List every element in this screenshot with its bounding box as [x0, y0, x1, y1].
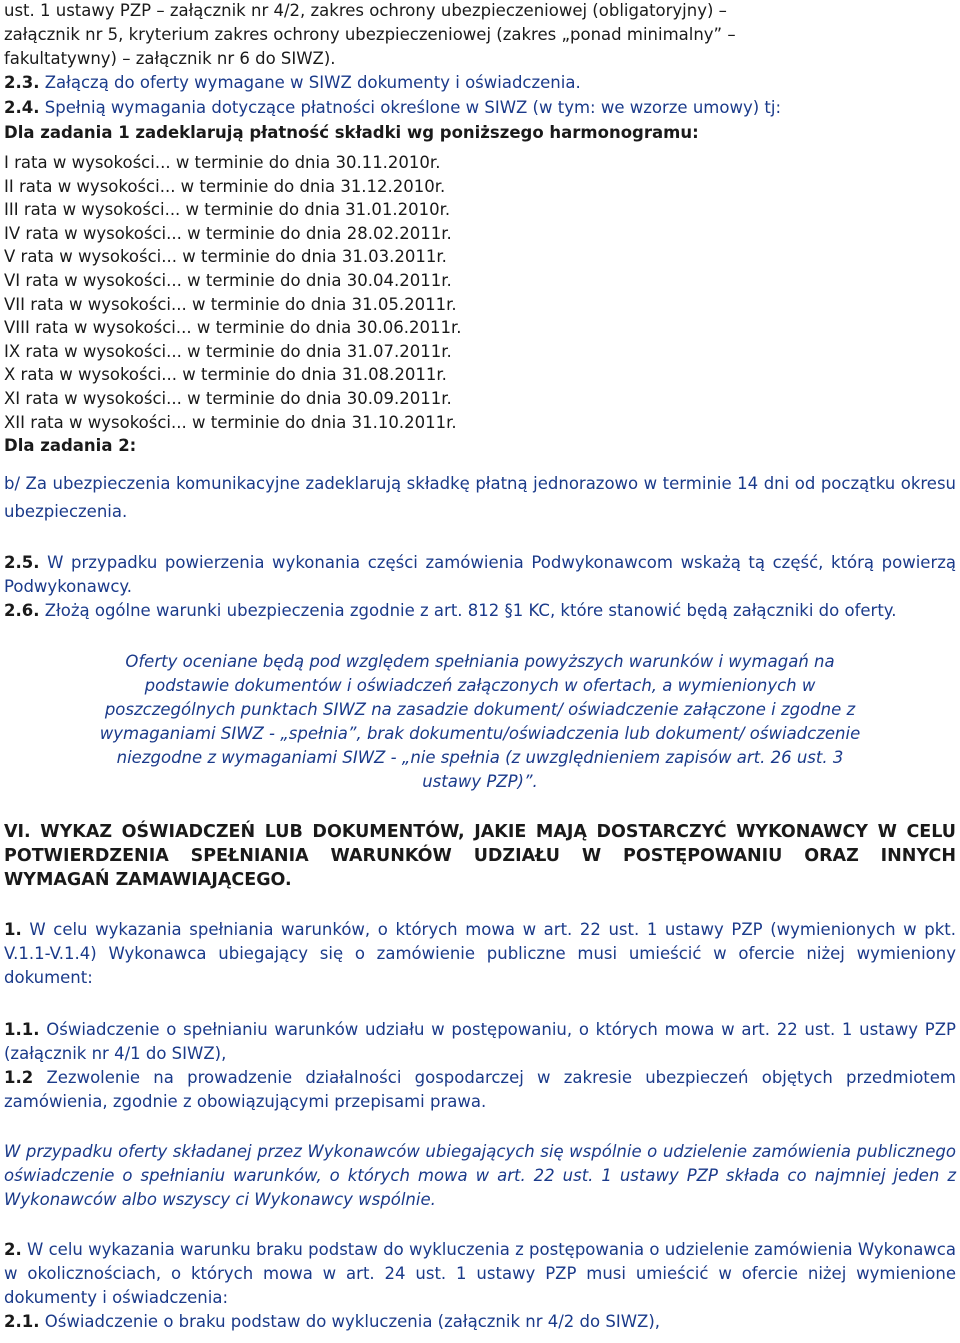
paragraph-text: Zezwolenie na prowadzenie działalności gospodarczej w zakresie ubezpieczeń objętych przedmiotem zamówienia, zgodnie z obowiązującymi przepisami prawa. [4, 1068, 956, 1112]
paragraph-number: 2.3. [4, 73, 40, 92]
paragraph-2-1 [4, 1310, 956, 1334]
rate-item: VII rata w wysokości... w terminie do dnia 31.05.2011r. [4, 294, 457, 314]
section-vi-heading: VI. WYKAZ OŚWIADCZEŃ LUB DOKUMENTÓW, JAKIE MAJĄ DOSTARCZYĆ WYKONAWCY W CELU POTWIERDZENIA SPEŁNIANIA WARUNKÓW UDZIAŁU W POSTĘPOWANIU ORAZ INNYCH WYMAGAŃ ZAMAWIAJĄCEGO. [4, 822, 956, 891]
paragraph-number: 2.5. [4, 553, 40, 573]
intro-continuation [4, 0, 956, 71]
paragraph-2-3 [4, 71, 956, 95]
rate-item: XII rata w wysokości... w terminie do dnia 31.10.2011r. [4, 412, 457, 432]
intro-line-3: fakultatywny) – załącznik nr 6 do SIWZ). [4, 49, 336, 68]
rate-item: III rata w wysokości... w terminie do dnia 31.01.2010r. [4, 200, 451, 220]
rate-item: IX rata w wysokości... w terminie do dnia 31.07.2011r. [4, 341, 452, 361]
evaluation-line: niezgodne z wymaganiami SIWZ - „nie spełnia (z uwzględnieniem zapisów art. 26 ust. 3 [116, 748, 844, 768]
evaluation-line: podstawie dokumentów i oświadczeń załączonych w ofertach, a wymienionych w [144, 676, 816, 696]
paragraph-number: 1.1. [4, 1020, 40, 1040]
paragraph-2-4 [4, 96, 956, 120]
paragraph-1-1 [4, 1018, 956, 1066]
intro-line-2: załącznik nr 5, kryterium zakres ochrony ubezpieczeniowej (zakres „ponad minimalny” – [4, 25, 736, 44]
paragraph-number: 1.2 [4, 1068, 34, 1088]
zadanie-1-heading: Dla zadania 1 zadeklarują płatność składki wg poniższego harmonogramu: [4, 123, 699, 142]
paragraph-number: 1. [4, 920, 22, 940]
evaluation-note [4, 650, 956, 794]
paragraph-2-5 [4, 551, 956, 599]
rate-item: V rata w wysokości... w terminie do dnia 31.03.2011r. [4, 247, 447, 267]
paragraph-number: 2.6. [4, 601, 40, 621]
paragraph-text: W celu wykazania spełniania warunków, o których mowa w art. 22 ust. 1 ustawy PZP (wymienionych w pkt. V.1.1-V.1.4) Wykonawca ubiegający się o zamówienie publiczne musi umieścić w ofercie niżej wymieniony dokument: [4, 920, 956, 988]
rate-item: XI rata w wysokości... w terminie do dnia 30.09.2011r. [4, 388, 452, 408]
paragraph-2 [4, 1238, 956, 1310]
paragraph-number: 2.1. [4, 1312, 40, 1332]
paragraph-text: Oświadczenie o spełnianiu warunków udziału w postępowaniu, o których mowa w art. 22 ust. 1 ustawy PZP (załącznik nr 4/1 do SIWZ), [4, 1020, 956, 1064]
rate-item: II rata w wysokości... w terminie do dnia 31.12.2010r. [4, 176, 446, 196]
intro-line-1: ust. 1 ustawy PZP – załącznik nr 4/2, zakres ochrony ubezpieczeniowej (obligatoryjny) – [4, 1, 727, 20]
paragraph-text: Spełnią wymagania dotyczące płatności określone w SIWZ (w tym: we wzorze umowy) tj: [39, 98, 782, 117]
paragraph-1 [4, 918, 956, 990]
paragraph-text: W celu wykazania warunku braku podstaw do wykluczenia z postępowania o udzielenie zamówienia Wykonawca w okolicznościach, o których mowa w art. 24 ust. 1 ustawy PZP musi umieścić w ofercie niżej wymienione dokumenty i oświadczenia: [4, 1240, 956, 1308]
rate-item: VIII rata w wysokości... w terminie do dnia 30.06.2011r. [4, 318, 462, 338]
paragraph-text: W przypadku powierzenia wykonania części zamówienia Podwykonawcom wskażą tą część, którą powierzą Podwykonawcy. [4, 553, 956, 597]
zadanie-2-heading: Dla zadania 2: [4, 436, 137, 456]
paragraph-text: Złożą ogólne warunki ubezpieczenia zgodnie z art. 812 §1 KC, które stanowić będą załączniki do oferty. [39, 601, 897, 621]
paragraph-2-6 [4, 599, 956, 623]
paragraph-text: Oświadczenie o braku podstaw do wykluczenia (załącznik nr 4/2 do SIWZ), [39, 1312, 661, 1332]
rate-item: VI rata w wysokości... w terminie do dnia 30.04.2011r. [4, 270, 452, 290]
rate-item: X rata w wysokości... w terminie do dnia 31.08.2011r. [4, 365, 447, 385]
paragraph-text: Załączą do oferty wymagane w SIWZ dokumenty i oświadczenia. [39, 73, 581, 92]
evaluation-line: Oferty oceniane będą pod względem spełniania powyższych warunków i wymagań na [125, 652, 835, 672]
paragraph-1-2 [4, 1066, 956, 1114]
zadanie-2-text: b/ Za ubezpieczenia komunikacyjne zadeklarują składkę płatną jednorazowo w terminie 14 dni od początku okresu ubezpieczenia. [4, 474, 956, 522]
joint-offer-note: W przypadku oferty składanej przez Wykonawców ubiegających się wspólnie o udzielenie zamówienia publicznego oświadczenie o spełnianiu warunków, o których mowa w art. 22 ust. 1 ustawy PZP składa co najmniej jeden z Wykonawców albo wszyscy ci Wykonawcy wspólnie. [4, 1142, 956, 1210]
rate-item: I rata w wysokości... w terminie do dnia 30.11.2010r. [4, 153, 441, 172]
evaluation-line: ustawy PZP)”. [422, 772, 538, 792]
payment-schedule [4, 151, 956, 434]
paragraph-number: 2.4. [4, 98, 40, 117]
evaluation-line: poszczególnych punktach SIWZ na zasadzie dokument/ oświadczenie załączone i zgodne z [104, 700, 856, 720]
evaluation-line: wymaganiami SIWZ - „spełnia”, brak dokumentu/oświadczenia lub dokument/ oświadczenie [99, 724, 861, 744]
paragraph-number: 2. [4, 1240, 22, 1260]
rate-item: IV rata w wysokości... w terminie do dnia 28.02.2011r. [4, 223, 452, 243]
